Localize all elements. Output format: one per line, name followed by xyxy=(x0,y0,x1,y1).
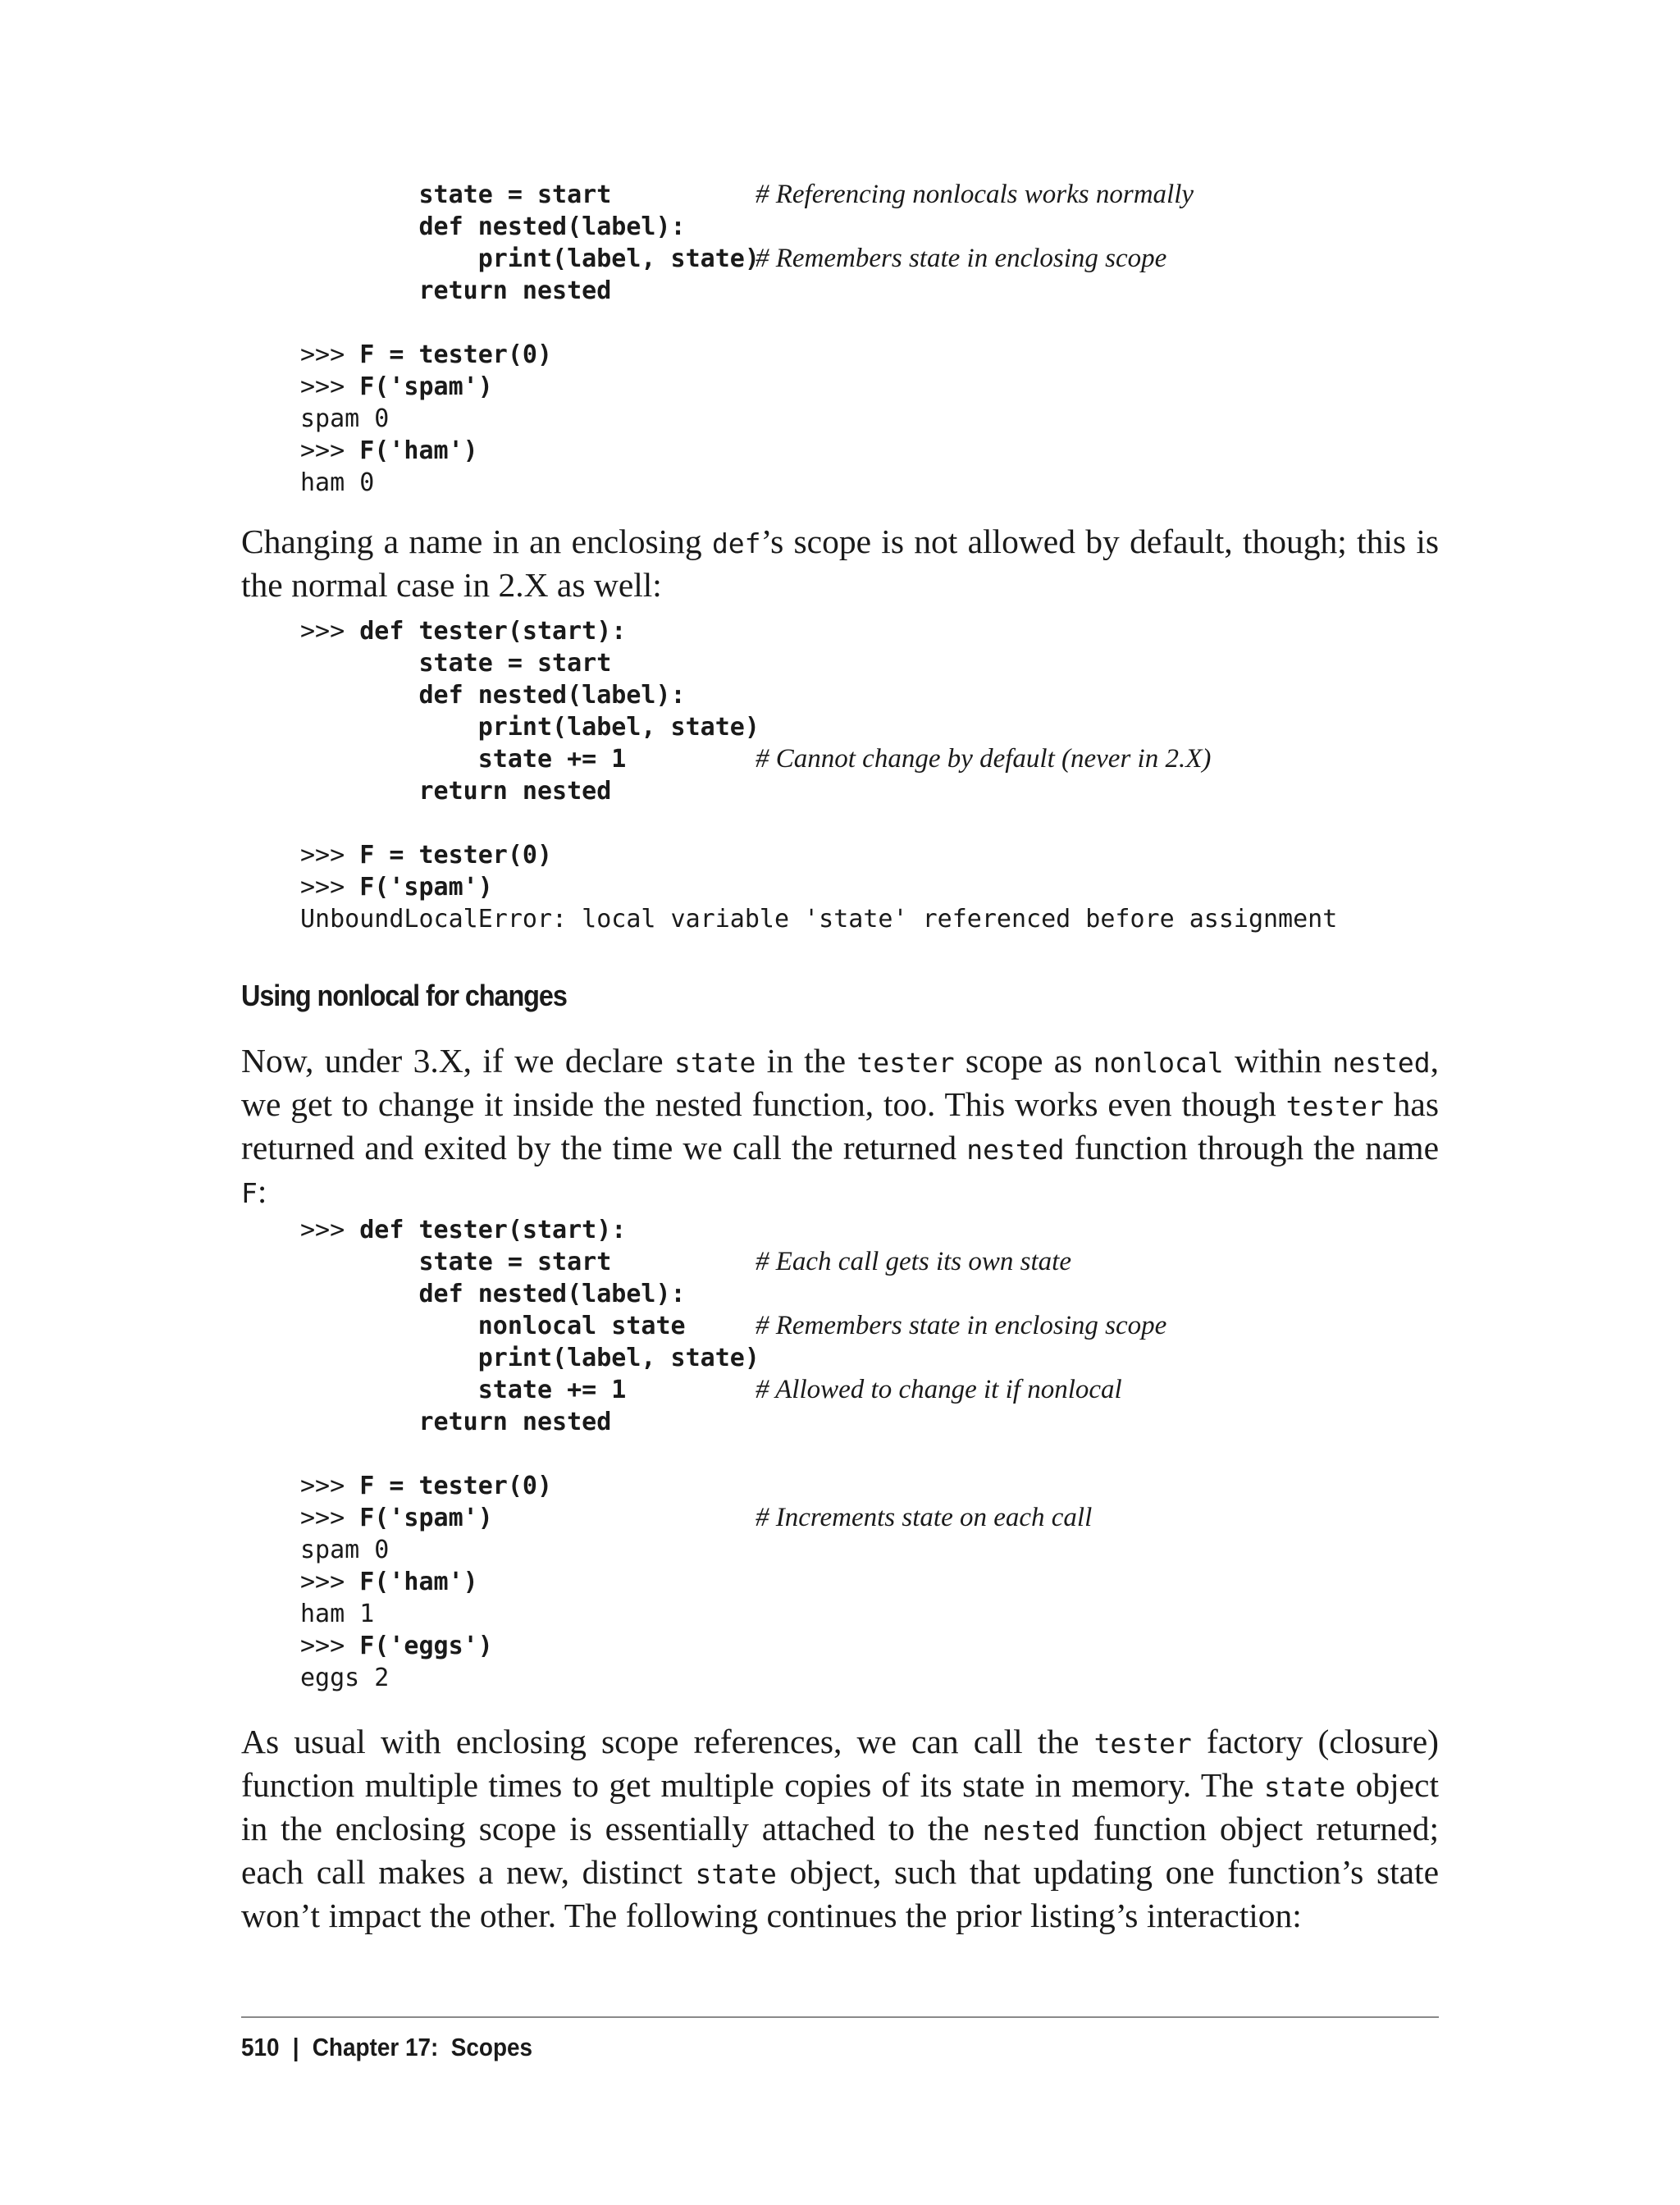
section-heading: Using nonlocal for changes xyxy=(241,979,567,1012)
code-comment: # Each call gets its own state xyxy=(756,1247,1071,1276)
prompt: >>> xyxy=(300,1216,360,1244)
code-line xyxy=(300,435,760,467)
code-line xyxy=(300,1534,760,1566)
code-text: ham 0 xyxy=(300,468,375,497)
code-text: F('ham') xyxy=(359,436,478,465)
code-line xyxy=(300,679,1337,711)
code-text: def tester(start): xyxy=(359,1216,627,1244)
code-comment: # Referencing nonlocals works normally xyxy=(756,180,1194,209)
code-line xyxy=(300,307,760,339)
prompt: >>> xyxy=(300,841,360,870)
code-text: return nested xyxy=(300,1408,612,1436)
footer-rule xyxy=(241,2016,1439,2018)
code-text: def nested(label): xyxy=(300,212,686,241)
code-line xyxy=(300,1502,1093,1534)
code-text: eggs 2 xyxy=(300,1664,390,1692)
code-text: print(label, state) xyxy=(300,244,760,273)
paragraph-nonlocal-intro: Now, under 3.X, if we declare state in the tester scope as nonlocal within nested, we get to change it inside the nested function, too. This works even though tester has returned and exited by the time we call the returned nested function through the name F: xyxy=(241,1042,1440,1210)
code-text: spam 0 xyxy=(300,1536,390,1564)
code-comment: # Increments state on each call xyxy=(756,1503,1093,1532)
code-text: print(label, state) xyxy=(300,713,760,742)
code-line xyxy=(300,371,760,403)
footer-separator: | xyxy=(292,2033,299,2061)
code-line xyxy=(300,839,1337,871)
code-line xyxy=(300,1406,760,1438)
prompt: >>> xyxy=(300,873,360,902)
code-line xyxy=(300,1566,760,1598)
code-line xyxy=(300,1598,760,1630)
code-text: print(label, state) xyxy=(300,1344,760,1372)
code-line xyxy=(300,1342,760,1374)
page-footer xyxy=(241,2033,532,2062)
code-line xyxy=(300,1630,760,1662)
code-line xyxy=(300,403,760,435)
code-line xyxy=(300,179,1194,211)
code-line xyxy=(300,807,1337,839)
code-text: F('spam') xyxy=(359,1504,493,1532)
code-text: state = start xyxy=(300,649,612,678)
code-line xyxy=(300,275,760,307)
code-line xyxy=(300,1374,1122,1406)
code-line xyxy=(300,1310,1167,1342)
code-line xyxy=(300,871,1337,903)
code-text: UnboundLocalError: local variable 'state' referenced before assignment xyxy=(300,905,1338,934)
code-text: F('ham') xyxy=(359,1568,478,1596)
prompt: >>> xyxy=(300,1568,360,1596)
prompt: >>> xyxy=(300,1632,360,1660)
code-text: F('spam') xyxy=(359,873,493,902)
code-text: return nested xyxy=(300,276,612,305)
code-comment: # Remembers state in enclosing scope xyxy=(756,1311,1167,1340)
code-line xyxy=(300,903,1337,935)
prompt: >>> xyxy=(300,436,360,465)
code-text: state += 1 xyxy=(300,1376,627,1404)
code-line xyxy=(300,1246,1071,1278)
code-line xyxy=(300,211,760,243)
paragraph-changing-name: Changing a name in an enclosing def’s scope is not allowed by default, though; this is the normal case in 2.X as well: xyxy=(241,523,1439,604)
code-text: state = start xyxy=(300,1248,612,1276)
code-comment: # Cannot change by default (never in 2.X) xyxy=(756,744,1212,774)
chapter-title: Chapter 17: Scopes xyxy=(312,2033,533,2061)
code-line xyxy=(300,467,760,499)
code-line xyxy=(300,339,760,371)
prompt: >>> xyxy=(300,372,360,401)
prompt: >>> xyxy=(300,1472,360,1500)
code-text: spam 0 xyxy=(300,404,390,433)
code-line xyxy=(300,743,1337,775)
code-text: def nested(label): xyxy=(300,1280,686,1308)
code-line xyxy=(300,1278,760,1310)
prompt: >>> xyxy=(300,1504,360,1532)
code-line xyxy=(300,1438,760,1470)
code-text: state += 1 xyxy=(300,745,627,774)
code-comment: # Remembers state in enclosing scope xyxy=(756,244,1167,273)
code-block-1 xyxy=(300,179,1194,499)
code-line xyxy=(300,1470,760,1502)
prompt: >>> xyxy=(300,340,360,369)
code-line xyxy=(300,711,1337,743)
code-text: ham 1 xyxy=(300,1600,375,1628)
code-line xyxy=(300,243,1167,275)
code-text: F = tester(0) xyxy=(359,1472,553,1500)
code-block-2 xyxy=(300,615,1337,935)
code-line xyxy=(300,1662,760,1694)
code-text: state = start xyxy=(300,180,612,209)
code-text: F('spam') xyxy=(359,372,493,401)
code-text: F('eggs') xyxy=(359,1632,493,1660)
code-line xyxy=(300,647,1337,679)
code-text: nonlocal state xyxy=(300,1312,686,1340)
prompt: >>> xyxy=(300,617,360,646)
paragraph-factory-closure: As usual with enclosing scope references, we can call the tester factory (closure) function multiple times to get multiple copies of its state in memory. The state object in the enclosing scope is essentially attached to the nested function object returned; each call makes a new, distinct state object, such that updating one function’s state won’t impact the other. The following continues the prior listing’s interaction: xyxy=(241,1723,1439,1934)
code-comment: # Allowed to change it if nonlocal xyxy=(756,1375,1122,1404)
code-text: def tester(start): xyxy=(359,617,627,646)
page-number: 510 xyxy=(241,2033,280,2061)
code-block-3 xyxy=(300,1214,1167,1694)
code-line xyxy=(300,775,1337,807)
code-line xyxy=(300,1214,760,1246)
code-text: F = tester(0) xyxy=(359,340,553,369)
code-text: def nested(label): xyxy=(300,681,686,710)
code-text: return nested xyxy=(300,777,612,806)
code-line xyxy=(300,615,1337,647)
code-text: F = tester(0) xyxy=(359,841,553,870)
